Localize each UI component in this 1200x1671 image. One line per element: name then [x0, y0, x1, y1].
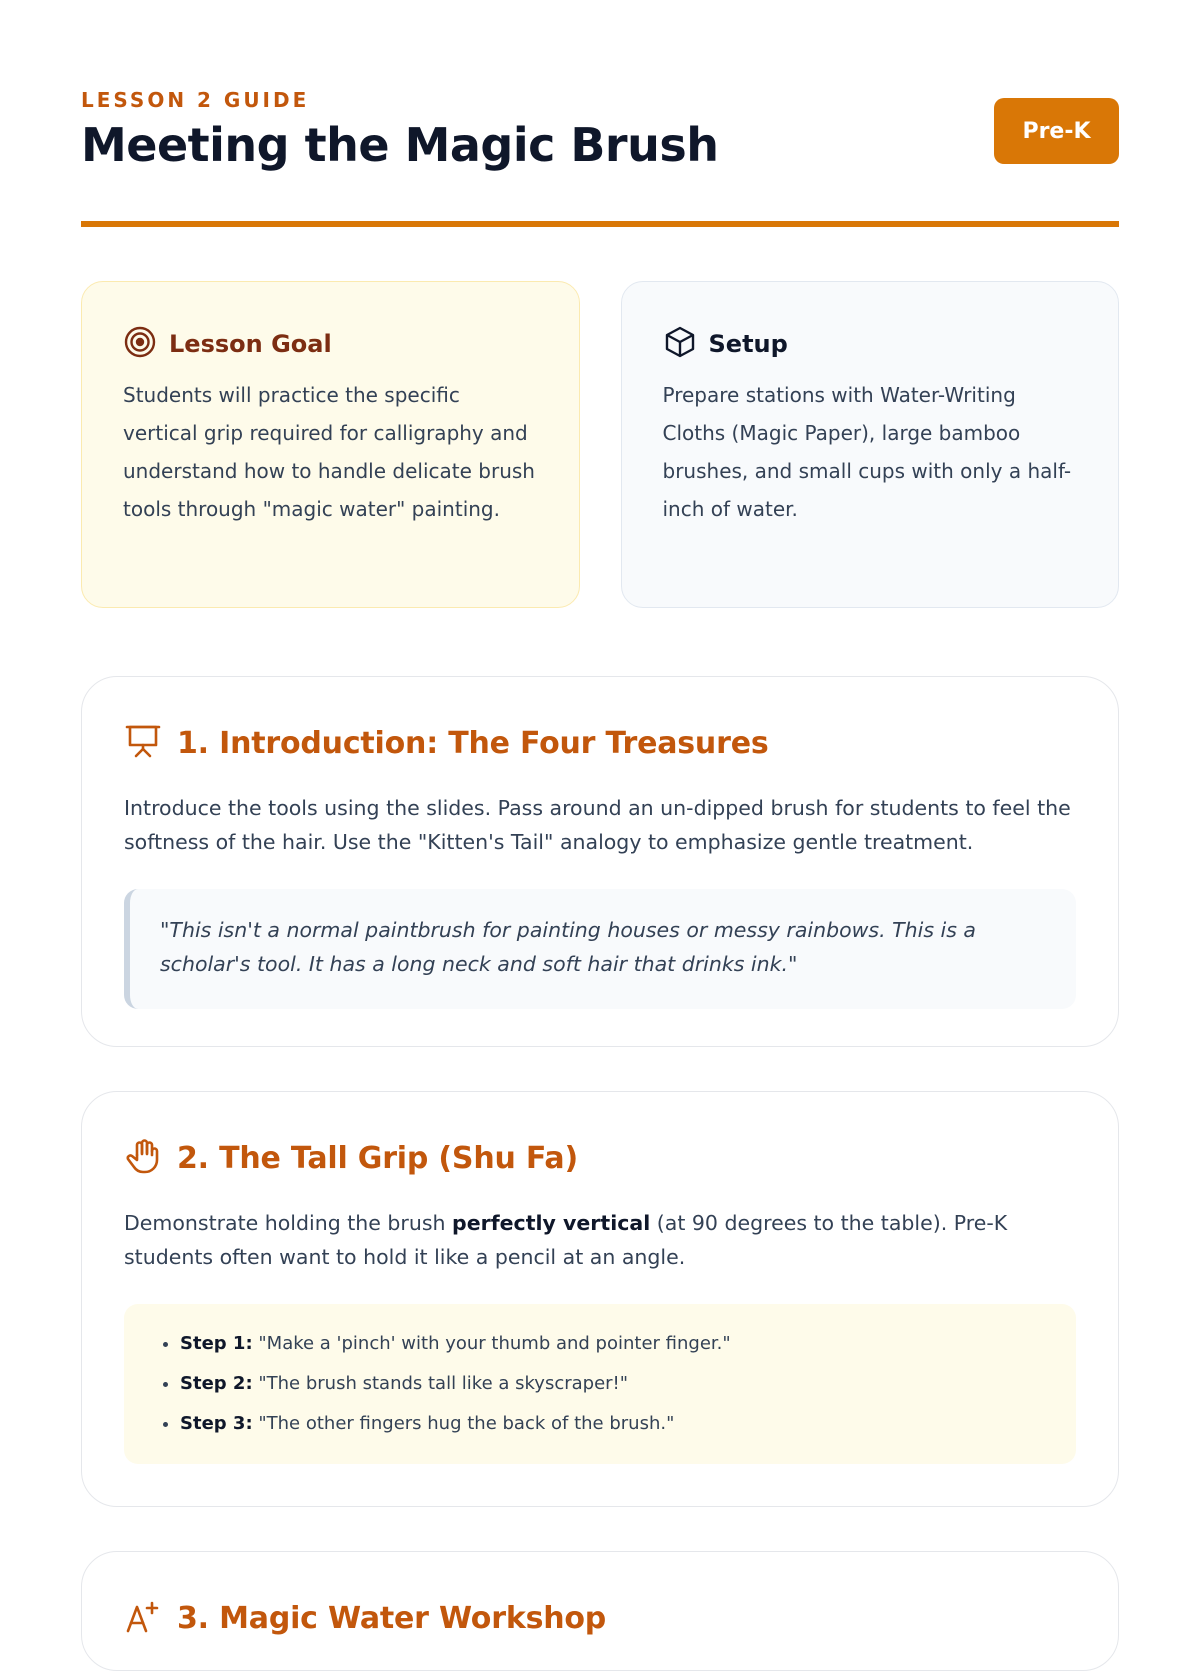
tall-grip-section: [81, 1091, 1119, 1507]
introduction-section: [81, 676, 1119, 1047]
step-label: Step 1:: [180, 1333, 253, 1354]
magic-water-header: [124, 1596, 1076, 1640]
page-title: Meeting the Magic Brush: [81, 118, 719, 172]
grip-steps-list: [124, 1304, 1076, 1464]
lesson-eyebrow: LESSON 2 GUIDE: [81, 88, 310, 112]
tall-grip-text-end: (at 90 degrees to the table). Pre-K students often want to hold it like a pencil at an angle.: [124, 1211, 1008, 1269]
presentation-icon: [124, 722, 162, 764]
tall-grip-text: [124, 1206, 1076, 1274]
introduction-heading: 1. Introduction: The Four Treasures: [177, 725, 769, 761]
list-item: [180, 1404, 1046, 1444]
introduction-header: [124, 721, 1076, 765]
lesson-goal-heading: Lesson Goal: [169, 330, 332, 358]
step-text: "The brush stands tall like a skyscraper!": [252, 1373, 629, 1394]
target-icon: [123, 325, 157, 363]
list-item: [180, 1324, 1046, 1364]
tall-grip-header: [124, 1136, 1076, 1180]
step-label: Step 3:: [180, 1413, 253, 1434]
magic-water-section: [81, 1551, 1119, 1671]
lesson-goal-text: Students will practice the specific vertical grip required for calligraphy and understand how to handle delicate brush tools through "magic water" painting.: [123, 383, 535, 521]
info-cards-row: [81, 281, 1119, 608]
grade-badge: Pre-K: [994, 98, 1119, 164]
setup-header: [663, 326, 1079, 362]
hand-icon: [124, 1137, 162, 1179]
step-text: "The other fingers hug the back of the brush.": [252, 1413, 675, 1434]
lesson-header: [81, 0, 1119, 227]
tall-grip-heading: 2. The Tall Grip (Shu Fa): [177, 1140, 578, 1176]
setup-card: [621, 281, 1120, 608]
cube-icon: [663, 325, 697, 363]
tall-grip-text-emphasis: perfectly vertical: [452, 1211, 651, 1235]
setup-heading: Setup: [708, 330, 788, 358]
lesson-goal-header: [123, 326, 539, 362]
list-item: [180, 1364, 1046, 1404]
step-label: Step 2:: [180, 1373, 253, 1394]
teacher-script-quote: "This isn't a normal paintbrush for painting houses or messy rainbows. This is a scholar's tool. It has a long neck and soft hair that drinks ink.": [124, 889, 1076, 1009]
setup-text: Prepare stations with Water-Writing Cloths (Magic Paper), large bamboo brushes, and small cups with only a half-inch of water.: [662, 383, 1072, 521]
tall-grip-text-start: Demonstrate holding the brush: [124, 1211, 453, 1235]
step-text: "Make a 'pinch' with your thumb and pointer finger.": [252, 1333, 731, 1354]
introduction-text: Introduce the tools using the slides. Pass around an un-dipped brush for students to feel the softness of the hair. Use the "Kitten's Tail" analogy to emphasize gentle treatment.: [124, 796, 1071, 854]
text-size-icon: [124, 1597, 162, 1639]
lesson-goal-card: [81, 281, 580, 608]
magic-water-heading: 3. Magic Water Workshop: [177, 1600, 607, 1636]
